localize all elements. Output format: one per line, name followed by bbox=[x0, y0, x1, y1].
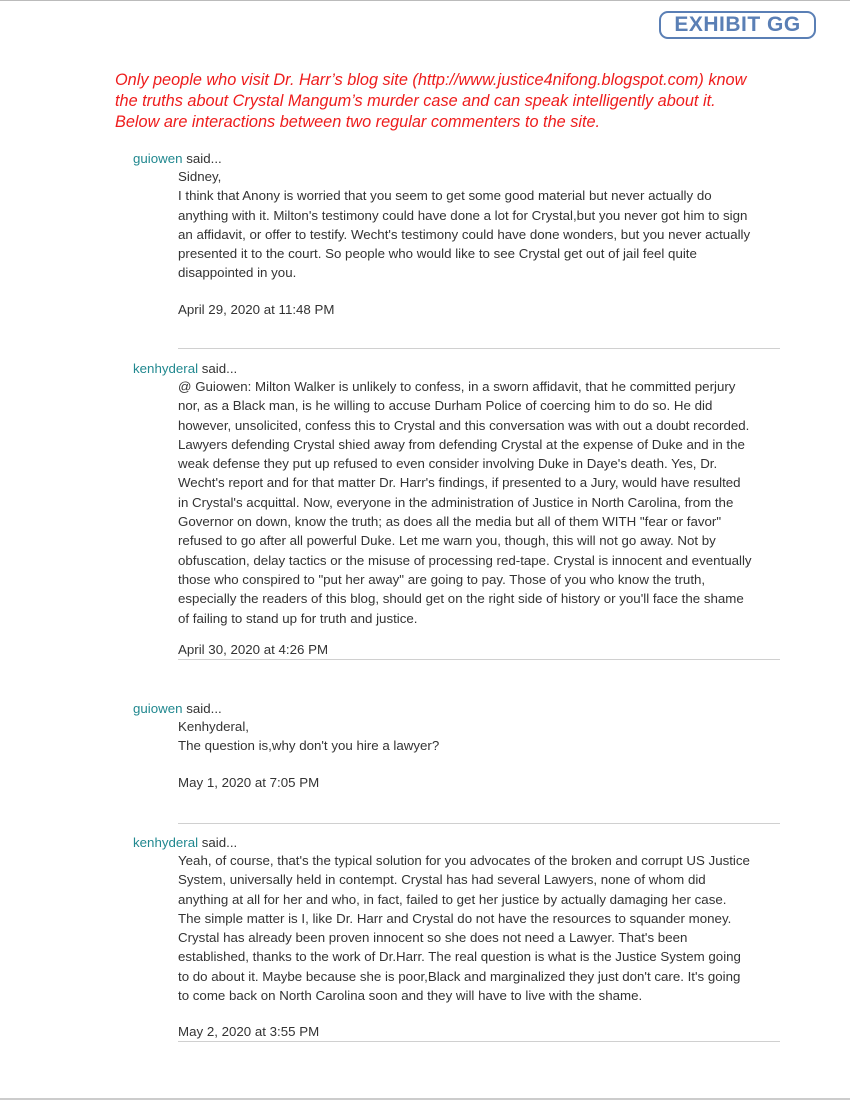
comment-line: to do about it. Maybe because she is poor,Black and marginalized they just don't care. It's going bbox=[178, 968, 741, 984]
comment-line: in Crystal's acquittal. Now, everyone in the administration of Justice in North Carolina, from the bbox=[178, 494, 734, 510]
comment-guiowen-2 bbox=[133, 700, 783, 791]
comment-line: refused to go after all powerful Duke. Let me warn you, though, this will not go away. Not by bbox=[178, 533, 716, 549]
comment-header bbox=[133, 834, 783, 851]
comment-kenhyderal-1 bbox=[133, 360, 783, 660]
comment-line: Yeah, of course, that's the typical solution for you advocates of the broken and corrupt US Justice bbox=[178, 853, 750, 868]
comment-timestamp[interactable]: April 29, 2020 at 11:48 PM bbox=[178, 301, 335, 317]
comment-line: obfuscation, delay tactics or the misuse of processing red-tape. Crystal is innocent and eventually bbox=[178, 552, 752, 568]
said-label: said... bbox=[182, 701, 222, 716]
comment-line: Kenhyderal, bbox=[178, 719, 249, 734]
comment-line: presented it to the court. So people who would like to see Crystal get out of jail feel quite bbox=[178, 246, 697, 262]
comment-header bbox=[133, 700, 783, 717]
comment-timestamp[interactable]: May 1, 2020 at 7:05 PM bbox=[178, 774, 320, 790]
comment-line: I think that Anony is worried that you seem to get some good material but never actually do bbox=[178, 188, 712, 204]
comment-line: nor, as a Black man, is he willing to accuse Durham Police of coercing him to do so. He did bbox=[178, 398, 713, 414]
comment-line: @ Guiowen: Milton Walker is unlikely to confess, in a sworn affidavit, that he committed perjury bbox=[178, 379, 736, 394]
comment-timestamp[interactable]: April 30, 2020 at 4:26 PM bbox=[178, 641, 780, 660]
comment-body bbox=[178, 377, 783, 628]
comment-divider bbox=[178, 348, 780, 349]
comment-line: The simple matter is I, like Dr. Harr and Crystal do not have the resources to squander money. bbox=[178, 910, 732, 926]
said-label: said... bbox=[182, 151, 222, 166]
intro-line: Only people who visit Dr. Harr’s blog site (http://www.justice4nifong.blogspot.com) know bbox=[115, 71, 747, 89]
comment-line: The question is,why don't you hire a lawyer? bbox=[178, 738, 440, 754]
comment-line: established, thanks to the work of Dr.Harr. The real question is what is the Justice System going bbox=[178, 949, 741, 965]
author-link[interactable]: kenhyderal bbox=[133, 361, 199, 376]
intro-line: the truths about Crystal Mangum’s murder case and can speak intelligently about it. bbox=[115, 92, 716, 110]
comment-header bbox=[133, 150, 783, 167]
comment-line: Wecht's report and for that matter Dr. Harr's findings, if presented to a Jury, would have resulted bbox=[178, 475, 741, 491]
comment-line: of failing to stand up for truth and justice. bbox=[178, 610, 418, 626]
author-link[interactable]: kenhyderal bbox=[133, 835, 199, 850]
comment-line: Lawyers defending Crystal shied away from defending Crystal at the expense of Duke and in the bbox=[178, 436, 745, 452]
comment-line: those who conspired to "put her away" are going to pay. Those of you who know the truth, bbox=[178, 571, 706, 587]
comment-line: especially the readers of this blog, should get on the right side of history or you'll face the shame bbox=[178, 591, 744, 607]
comment-line: to come back on North Carolina soon and they will have to live with the shame. bbox=[178, 988, 643, 1004]
top-border bbox=[0, 0, 850, 1]
comment-divider bbox=[178, 823, 780, 824]
comment-line: Sidney, bbox=[178, 169, 222, 184]
intro-line: Below are interactions between two regular commenters to the site. bbox=[115, 113, 601, 131]
comment-line: Governor on down, know the truth; as does all the media but all of them WITH "fear or favor" bbox=[178, 514, 722, 530]
comment-guiowen-1 bbox=[133, 150, 783, 318]
intro-note bbox=[115, 70, 815, 133]
comment-header bbox=[133, 360, 783, 377]
comment-line: System, universally held in contempt. Crystal has had several Lawyers, none of whom did bbox=[178, 872, 706, 888]
comment-line: anything at all for her and who, in fact, failed to get her justice by actually damaging her case. bbox=[178, 891, 727, 907]
comment-line: weak defense they put up refused to even consider involving Duke in Daye's death. Yes, Dr. bbox=[178, 456, 718, 472]
said-label: said... bbox=[198, 835, 238, 850]
comment-line: disappointed in you. bbox=[178, 265, 297, 281]
comment-line: Crystal has already been proven innocent so she does not need a Lawyer. That's been bbox=[178, 930, 688, 946]
exhibit-stamp: EXHIBIT GG bbox=[659, 11, 816, 39]
comment-line: an affidavit, or offer to testify. Wecht's testimony could have done wonders, but you never actually bbox=[178, 226, 751, 242]
author-link[interactable]: guiowen bbox=[133, 701, 183, 716]
said-label: said... bbox=[198, 361, 238, 376]
comment-line: however, unsolicited, confess this to Crystal and this conversation was with out a doubt recorded. bbox=[178, 417, 750, 433]
comment-body bbox=[178, 717, 783, 756]
comment-kenhyderal-2 bbox=[133, 834, 783, 1042]
comment-body bbox=[178, 851, 783, 1005]
comment-line: anything with it. Milton's testimony could have done a lot for Crystal,but you never got him to sign bbox=[178, 207, 748, 223]
author-link[interactable]: guiowen bbox=[133, 151, 183, 166]
comment-body bbox=[178, 167, 783, 283]
comment-timestamp[interactable]: May 2, 2020 at 3:55 PM bbox=[178, 1023, 780, 1042]
